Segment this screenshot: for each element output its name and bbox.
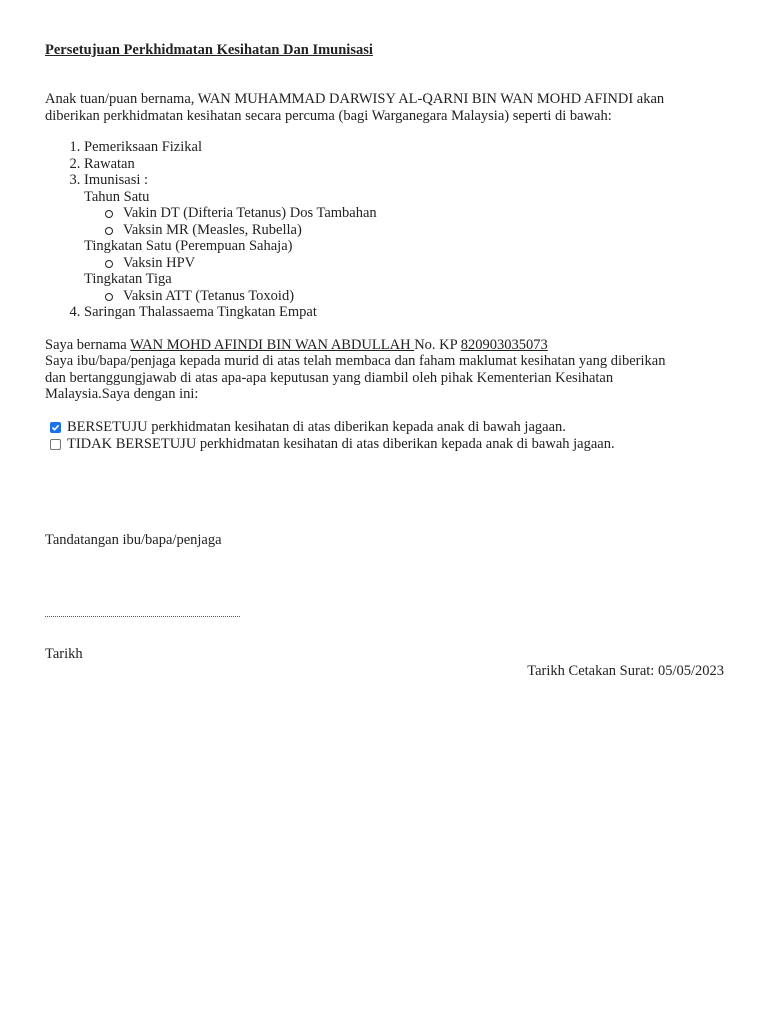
guardian-name: WAN MOHD AFINDI BIN WAN ABDULLAH xyxy=(130,336,415,353)
group-label-form-one: Tingkatan Satu (Perempuan Sahaja) xyxy=(84,238,293,254)
signature-label: Tandatangan ibu/bapa/penjaga xyxy=(45,532,222,548)
group-label-form-three: Tingkatan Tiga xyxy=(84,271,172,287)
services-list xyxy=(45,139,725,321)
disagree-checkbox[interactable] xyxy=(50,439,61,450)
guardian-line-1 xyxy=(45,337,725,354)
vaccine-item: Vakin DT (Difteria Tetanus) Dos Tambahan xyxy=(105,205,725,222)
disagree-option[interactable] xyxy=(45,436,725,453)
immunisation-label: Imunisasi : xyxy=(84,172,149,188)
intro-paragraph xyxy=(45,91,725,124)
print-date-label: Tarikh Cetakan Surat: xyxy=(527,663,658,679)
intro-line-2: diberikan perkhidmatan kesihatan secara percuma (bagi Warganegara Malaysia) seperti di bawah: xyxy=(45,107,612,124)
vaccine-list-form-three xyxy=(84,288,725,305)
kp-label: No. KP xyxy=(414,336,461,353)
print-date xyxy=(527,663,724,680)
agree-option[interactable] xyxy=(45,419,725,436)
signature-line xyxy=(45,616,240,617)
checkmark-icon xyxy=(51,423,60,432)
group-label-year-one: Tahun Satu xyxy=(84,188,150,205)
vaccine-list-form-one xyxy=(84,255,725,272)
date-label: Tarikh xyxy=(45,646,83,662)
intro-line1-suffix: akan xyxy=(633,91,665,107)
service-item-immunisation xyxy=(84,172,725,304)
service-item-treatment: 2. Rawatan xyxy=(84,156,725,173)
guardian-declaration xyxy=(45,337,725,403)
service-item-thalassaemia: 4. Saringan Thalassaema Tingkatan Empat xyxy=(84,304,725,321)
intro-prefix: Anak tuan/puan bernama, xyxy=(45,91,198,107)
vaccine-list-year-one xyxy=(84,205,725,238)
service-item-physical-exam: 1. Pemeriksaan Fizikal xyxy=(84,139,725,156)
guardian-line-3: dan bertanggungjawab di atas apa-apa keputusan yang diambil oleh pihak Kementerian Kesihatan xyxy=(45,369,614,386)
guardian-line-2: Saya ibu/bapa/penjaga kepada murid di atas telah membaca dan faham maklumat kesihatan yang diberikan xyxy=(45,353,666,369)
print-date-value: 05/05/2023 xyxy=(657,663,724,679)
vaccine-item: Vaksin MR (Measles, Rubella) xyxy=(105,222,725,239)
intro-line-1 xyxy=(45,91,725,108)
agree-label: BERSETUJU perkhidmatan kesihatan di atas diberikan kepada anak di bawah jagaan. xyxy=(67,418,566,435)
guardian-prefix: Saya bernama xyxy=(45,336,131,353)
consent-form xyxy=(45,42,725,679)
guardian-line-4: Malaysia.Saya dengan ini: xyxy=(45,386,199,402)
form-title: Persetujuan Perkhidmatan Kesihatan Dan Imunisasi xyxy=(45,42,373,58)
vaccine-item: Vaksin ATT (Tetanus Toxoid) xyxy=(105,288,725,305)
disagree-label: TIDAK BERSETUJU perkhidmatan kesihatan di atas diberikan kepada anak di bawah jagaan. xyxy=(67,435,615,452)
kp-number: 820903035073 xyxy=(460,336,548,353)
child-name: WAN MUHAMMAD DARWISY AL-QARNI BIN WAN MOHD AFINDI xyxy=(197,91,634,107)
consent-options xyxy=(45,419,725,453)
agree-checkbox[interactable] xyxy=(50,422,61,433)
vaccine-item: Vaksin HPV xyxy=(105,255,725,272)
